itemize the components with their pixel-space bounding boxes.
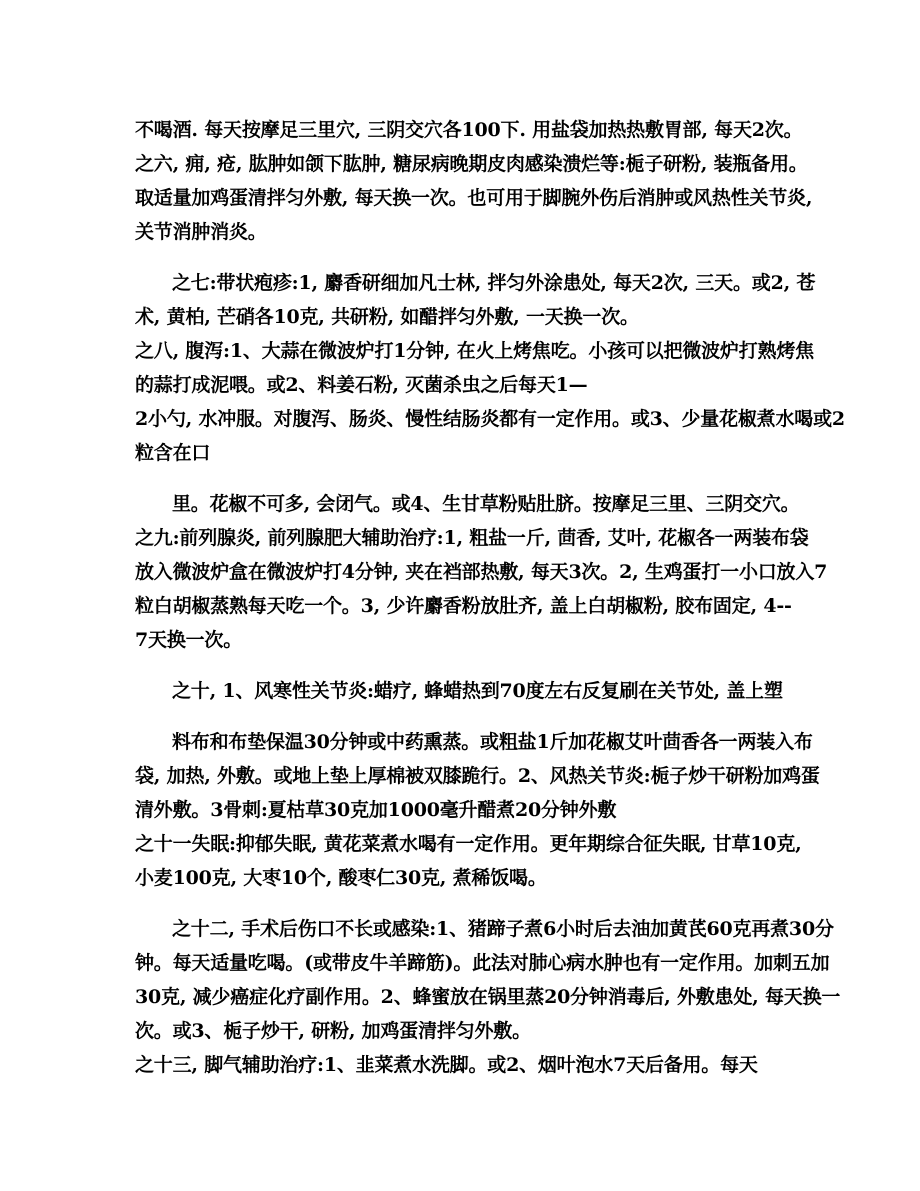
text-line: 30克, 减少癌症化疗副作用。2、蜂蜜放在锅里蒸20分钟消毒后, 外敷患处, 每天换一 — [135, 986, 841, 1008]
text-line: 之十, 1、风寒性关节炎:蜡疗, 蜂蜡热到70度左右反复刷在关节处, 盖上塑 — [172, 680, 783, 702]
text-line: 之十二, 手术后伤口不长或感染:1、猪蹄子煮6小时后去油加黄芪60克再煮30分 — [172, 918, 834, 940]
text-line: 粒白胡椒蒸熟每天吃一个。3, 少许麝香粉放肚齐, 盖上白胡椒粉, 胶布固定, 4-- — [135, 595, 792, 617]
text-line: 之十一失眠:抑郁失眠, 黄花菜煮水喝有一定作用。更年期综合征失眠, 甘草10克, — [135, 833, 802, 855]
text-line: 钟。每天适量吃喝。(或带皮牛羊蹄筋)。此法对肺心病水肿也有一定作用。加刺五加 — [135, 952, 830, 974]
text-line: 术, 黄柏, 芒硝各10克, 共研粉, 如醋拌匀外敷, 一天换一次。 — [135, 306, 639, 328]
text-line: 料布和布垫保温30分钟或中药熏蒸。或粗盐1斤加花椒艾叶茴香各一两装入布 — [172, 731, 813, 753]
text-line: 2小勺, 水冲服。对腹泻、肠炎、慢性结肠炎都有一定作用。或3、少量花椒煮水喝或2 — [135, 408, 845, 430]
text-line: 粒含在口 — [135, 442, 211, 464]
text-line: 关节消肿消炎。 — [135, 221, 267, 243]
text-line: 7天换一次。 — [135, 629, 243, 651]
text-line: 之七:带状疱疹:1, 麝香研细加凡士林, 拌匀外涂患处, 每天2次, 三天。或2, 苍 — [172, 272, 816, 294]
text-line: 之九:前列腺炎, 前列腺肥大辅助治疗:1, 粗盐一斤, 茴香, 艾叶, 花椒各一两装布袋 — [135, 527, 809, 549]
text-line: 不喝酒. 每天按摩足三里穴, 三阴交穴各100下. 用盐袋加热热敷胃部, 每天2次。 — [135, 119, 803, 141]
text-line: 之十三, 脚气辅助治疗:1、韭菜煮水洗脚。或2、烟叶泡水7天后备用。每天 — [135, 1054, 758, 1076]
text-line: 袋, 加热, 外敷。或地上垫上厚棉被双膝跪行。2、风热关节炎:栀子炒干研粉加鸡蛋 — [135, 765, 820, 787]
text-line: 的蒜打成泥喂。或2、料姜石粉, 灭菌杀虫之后每天1— — [135, 374, 588, 396]
text-line: 之六, 痈, 疮, 肱肿如颌下肱肿, 糖尿病晚期皮肉感染溃烂等:栀子研粉, 装瓶备用。 — [135, 153, 808, 175]
text-line: 清外敷。3骨刺:夏枯草30克加1000毫升醋煮20分钟外敷 — [135, 799, 617, 821]
text-line: 之八, 腹泻:1、大蒜在微波炉打1分钟, 在火上烤焦吃。小孩可以把微波炉打熟烤焦 — [135, 340, 814, 362]
text-line: 放入微波炉盒在微波炉打4分钟, 夹在裆部热敷, 每天3次。2, 生鸡蛋打一小口放入7 — [135, 561, 828, 583]
text-line: 取适量加鸡蛋清拌匀外敷, 每天换一次。也可用于脚腕外伤后消肿或风热性关节炎, — [135, 187, 813, 209]
text-line: 次。或3、栀子炒干, 研粉, 加鸡蛋清拌匀外敷。 — [135, 1020, 531, 1042]
text-line: 里。花椒不可多, 会闭气。或4、生甘草粉贴肚脐。按摩足三里、三阴交穴。 — [172, 493, 800, 515]
text-line: 小麦100克, 大枣10个, 酸枣仁30克, 煮稀饭喝。 — [135, 867, 547, 889]
